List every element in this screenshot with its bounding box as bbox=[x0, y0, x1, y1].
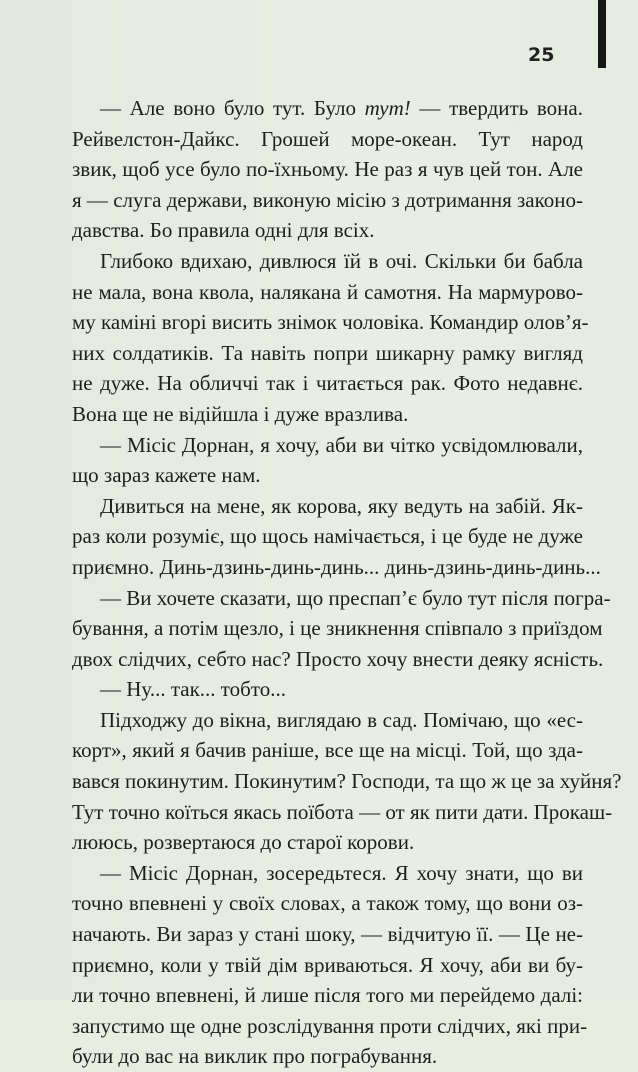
text-line: Глибоко вдихаю, дивлюся їй в очі. Скільки би бабла bbox=[100, 248, 583, 273]
text-line: лююсь, розвертаюся до старої корови. bbox=[72, 830, 415, 855]
text-line: не дуже. На обличчі так і читається рак. Фото недавнє. bbox=[72, 371, 583, 396]
text-line: Тут точно коїться якась поїбота — от як пити дати. Прокаш- bbox=[72, 799, 613, 824]
text-line: — Але воно було тут. Було тут! — твердить вона. bbox=[100, 96, 583, 120]
page-number: 25 bbox=[528, 44, 555, 66]
text-line: начають. Ви зараз у стані шоку, — відчитую її. — Це не- bbox=[72, 922, 583, 947]
text-line: давства. Бо правила одні для всіх. bbox=[72, 218, 375, 243]
text-line: приємно. Динь-дзинь-динь-динь... динь-дзинь-динь-динь... bbox=[72, 554, 601, 579]
text-line: — Місіс Дорнан, зосередьтеся. Я хочу знати, що ви bbox=[100, 860, 583, 885]
text-line: вався покинутим. Покинутим? Господи, та що ж це за хуйня? bbox=[72, 769, 622, 794]
text-line: точно впевнені у своїх словах, а також тому, що вони оз- bbox=[72, 891, 583, 916]
text-line: Підходжу до вікна, виглядаю в сад. Помічаю, що «ес- bbox=[100, 707, 583, 732]
text-line: не мала, вона квола, налякана й самотня. На мармурово- bbox=[72, 279, 583, 304]
text-line: Рейвелстон-Дайкс. Грошей море-океан. Тут народ bbox=[72, 126, 583, 151]
text-line: му каміні вгорі висить знімок чоловіка. Командир олов’я- bbox=[72, 310, 589, 335]
text-line: ли точно впевнені, й лише після того ми перейдемо далі: bbox=[72, 983, 583, 1008]
text-line: них солдатиків. Та навіть попри шикарну рамку вигляд bbox=[72, 340, 583, 365]
page-edge-bar bbox=[598, 0, 606, 68]
text-line: бування, а потім щезло, і це зникнення співпало з приїздом bbox=[72, 616, 603, 641]
text-line: я — слуга держави, виконую місію з дотримання законо- bbox=[72, 187, 583, 212]
text-line: були до вас на виклик про пограбування. bbox=[72, 1044, 438, 1069]
text-line: Дивиться на мене, як корова, яку ведуть на забій. Як- bbox=[100, 493, 583, 518]
body-text bbox=[72, 93, 622, 1072]
text-line: запустимо ще одне розслідування проти слідчих, які при- bbox=[72, 1013, 588, 1038]
text-line: двох слідчих, себто нас? Просто хочу внести деяку ясність. bbox=[72, 646, 604, 671]
text-line: — Місіс Дорнан, я хочу, аби ви чітко усвідомлювали, bbox=[100, 432, 583, 457]
text-line: корт», який я бачив раніше, все ще на місці. Той, що зда- bbox=[72, 738, 583, 763]
text-line: що зараз кажете нам. bbox=[72, 463, 261, 488]
text-line: звик, щоб усе було по-їхньому. Не раз я чув цей тон. Але bbox=[72, 157, 583, 182]
text-line: — Ну... так... тобто... bbox=[100, 677, 287, 702]
text-line: раз коли розуміє, що щось намічається, і це буде не дуже bbox=[72, 524, 583, 549]
text-line: Вона ще не відійшла і дуже вразлива. bbox=[72, 401, 409, 426]
text-line: приємно, коли у твій дім вриваються. Я хочу, аби ви бу- bbox=[72, 952, 583, 977]
text-line: — Ви хочете сказати, що преспап’є було тут після погра- bbox=[100, 585, 611, 610]
